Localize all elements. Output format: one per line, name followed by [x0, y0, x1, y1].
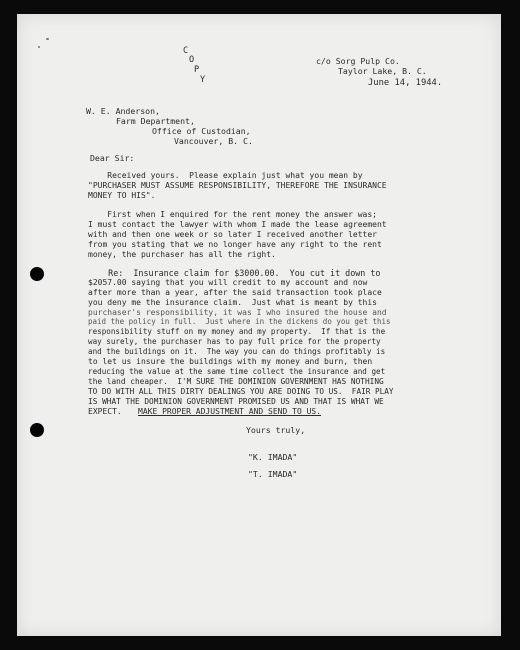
paragraph-2-line: I must contact the lawyer with whom I made the lease agreement [88, 220, 387, 229]
punch-hole-bottom [30, 423, 44, 437]
paragraph-3-line: responsibility stuff on my money and my property. If that is the [88, 327, 386, 336]
closing-demand: MAKE PROPER ADJUSTMENT AND SEND TO US. [138, 407, 322, 416]
paper-speck [46, 38, 49, 40]
paragraph-3-line: IS WHAT THE DOMINION GOVERNMENT PROMISED US AND THAT IS WHAT WE [88, 397, 384, 406]
paragraph-2-line: from you stating that we no longer have any right to the rent [88, 240, 382, 249]
recipient-city: Vancouver, B. C. [174, 136, 253, 146]
paragraph-2-line: with and then one week or so later I received another letter [88, 230, 377, 239]
paragraph-3-line: EXPECT. [88, 407, 122, 416]
paragraph-3-line: TO DO WITH ALL THIS DIRTY DEALINGS YOU ARE DOING TO US. FAIR PLAY [88, 387, 394, 396]
salutation: Dear Sir: [90, 153, 135, 163]
copy-mark-letter: P [194, 65, 200, 75]
sender-line-1: c/o Sorg Pulp Co. [316, 56, 400, 66]
copy-mark-letter: C [183, 46, 189, 56]
paragraph-1-line: MONEY TO HIS". [88, 191, 156, 200]
recipient-name: W. E. Anderson, [86, 106, 160, 116]
sender-line-2: Taylor Lake, B. C. [338, 66, 427, 76]
paragraph-2-line: First when I enquired for the rent money the answer was; [88, 210, 377, 219]
paragraph-3-line: to let us insure the buildings with my money and burn, then [88, 357, 373, 366]
signature-k-imada: "K. IMADA" [248, 452, 298, 462]
copy-mark-letter: Y [200, 75, 206, 85]
paragraph-3-line: paid the policy in full. Just where in the dickens do you get this [88, 317, 391, 326]
recipient-department: Farm Department, [116, 116, 195, 126]
paper-speck [38, 46, 40, 48]
copy-mark-letter: O [189, 55, 195, 65]
paragraph-3-line: $2057.00 saying that you will credit to my account and now [88, 278, 368, 287]
paragraph-3-line: you deny me the insurance claim. Just what is meant by this [88, 298, 377, 307]
paragraph-1-line: Received yours. Please explain just what you mean by [88, 171, 363, 180]
paragraph-3-line: and the buildings on it. The way you can do things profitably is [88, 347, 386, 356]
closing: Yours truly, [246, 425, 306, 435]
punch-hole-top [30, 267, 44, 281]
paragraph-1-line: "PURCHASER MUST ASSUME RESPONSIBILITY, THEREFORE THE INSURANCE [88, 181, 387, 190]
paragraph-3-line: after more than a year, after the said transaction took place [88, 288, 382, 297]
paragraph-3-line: reducing the value at the same time collect the insurance and get [88, 367, 386, 376]
paragraph-3-line: Re: Insurance claim for $3000.00. You cut it down to [88, 268, 381, 278]
paragraph-3-line: way surely, the purchaser has to pay full price for the property [88, 337, 381, 346]
recipient-office: Office of Custodian, [152, 126, 251, 136]
paragraph-3-line: the land cheaper. I'M SURE THE DOMINION GOVERNMENT HAS NOTHING [88, 377, 384, 386]
signature-t-imada: "T. IMADA" [248, 469, 298, 479]
paragraph-2-line: money, the purchaser has all the right. [88, 250, 276, 259]
letter-date: June 14, 1944. [368, 78, 443, 88]
paragraph-3-line: purchaser's responsibility, it was I who insured the house and [88, 308, 387, 317]
